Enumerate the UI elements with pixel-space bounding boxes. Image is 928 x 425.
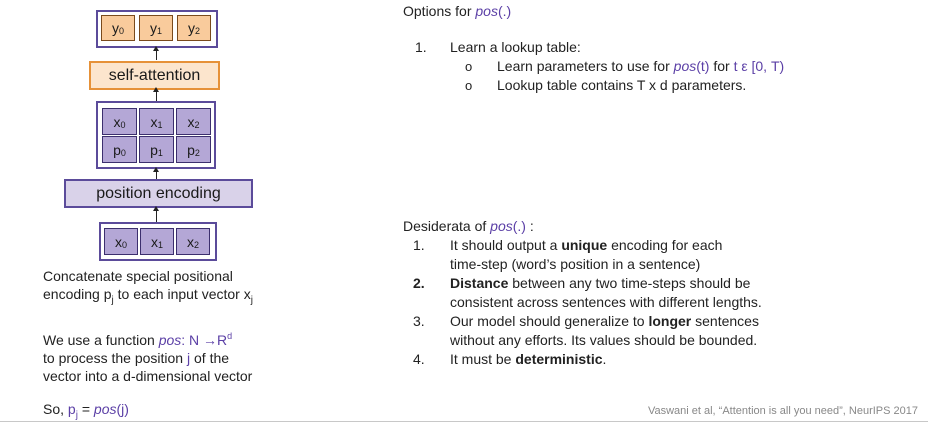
function-line-1	[43, 327, 313, 349]
bottom-divider	[0, 421, 928, 422]
desiderata-2-line-1	[450, 274, 762, 293]
concat-line-1: Concatenate special positional	[43, 268, 233, 284]
desiderata-3-bold: longer	[648, 313, 692, 329]
options-item-1-label: Learn a lookup table:	[450, 39, 581, 55]
output-y2-label: y	[187, 20, 195, 36]
concat-x1-sub: 1	[157, 119, 163, 130]
arrow-to-concat	[156, 171, 157, 179]
output-y2-sub: 2	[194, 26, 200, 36]
options-bullet-2-marker	[465, 76, 472, 95]
concat-x0	[102, 108, 137, 135]
concat-line-2b: to each input vector x	[113, 286, 251, 302]
so-equals: =	[77, 401, 94, 417]
desiderata-1-number	[413, 236, 425, 255]
arrow-to-position-encoding	[156, 210, 157, 222]
desiderata-2-num: 2.	[413, 275, 425, 291]
input-x1-label: x	[150, 233, 158, 250]
position-encoding-box	[64, 179, 253, 208]
concat-p2-label: p	[187, 141, 195, 158]
output-y0-sub: 0	[118, 26, 124, 36]
desiderata-4-c: .	[602, 351, 607, 367]
output-y2	[177, 15, 211, 41]
output-y1	[139, 15, 173, 41]
so-pos: pos	[93, 401, 117, 417]
concat-x0-label: x	[113, 113, 121, 130]
options-title-b: (.)	[497, 3, 512, 19]
so-p: p	[67, 401, 76, 417]
desiderata-1-line-1	[450, 236, 722, 255]
output-y1-sub: 1	[156, 26, 162, 36]
desiderata-2-b: between any two time-steps should be	[508, 275, 751, 291]
concat-p0	[102, 136, 137, 163]
desiderata-1-c: encoding for each	[607, 237, 723, 253]
desiderata-title	[403, 217, 534, 236]
concat-line-2a: encoding p	[43, 286, 112, 302]
desiderata-4-bold: deterministic	[515, 351, 603, 367]
input-x0-sub: 0	[121, 239, 127, 250]
input-x1-sub: 1	[157, 239, 163, 250]
desiderata-title-pos: pos	[490, 218, 513, 234]
desiderata-3-number	[413, 312, 425, 331]
desiderata-1-bold: unique	[561, 237, 608, 253]
concat-x1-label: x	[150, 113, 158, 130]
options-bullet-1-marker	[465, 57, 472, 76]
options-item-1-text	[450, 38, 581, 57]
concat-p0-sub: 0	[120, 147, 126, 158]
concat-p2-sub: 2	[194, 147, 200, 158]
function-j: j	[186, 350, 191, 366]
concat-p0-label: p	[113, 141, 121, 158]
bullet-2-icon: o	[465, 78, 473, 93]
output-y1-label: y	[149, 20, 157, 36]
self-attention-label: self-attention	[108, 66, 201, 84]
desiderata-1-line-2: time-step (word’s position in a sentence)	[450, 256, 701, 272]
desiderata-3-a: Our model should generalize to	[450, 313, 649, 329]
concat-x2-sub: 2	[194, 119, 200, 130]
desiderata-4-a: It must be	[450, 351, 516, 367]
so-prefix: So,	[43, 401, 68, 417]
function-pos: pos	[158, 332, 182, 348]
options-title-pos: pos	[475, 3, 498, 19]
function-line-2	[43, 349, 313, 367]
bullet-2-text: Lookup table contains T x d parameters.	[497, 77, 747, 93]
desiderata-4	[450, 350, 606, 369]
bullet-1-range: t ε [0, T)	[733, 58, 785, 74]
desiderata-2-number	[413, 274, 425, 293]
function-line-1a: We use a function	[43, 332, 159, 348]
options-title	[403, 2, 511, 21]
input-x0	[104, 228, 138, 255]
concat-x2-label: x	[187, 113, 195, 130]
desiderata-title-a: Desiderata of	[403, 218, 491, 234]
concat-x1	[139, 108, 174, 135]
concat-x0-sub: 0	[120, 119, 126, 130]
concat-p1-label: p	[150, 141, 158, 158]
options-item-1	[415, 38, 427, 57]
concat-line-2	[43, 285, 303, 310]
input-x2-sub: 2	[193, 239, 199, 250]
desiderata-title-c: :	[525, 218, 534, 234]
concat-x2	[176, 108, 211, 135]
desiderata-1	[450, 236, 722, 274]
desiderata-2-bold: Distance	[450, 275, 509, 291]
input-x2-label: x	[186, 233, 194, 250]
options-item-1-number: 1.	[415, 39, 427, 55]
function-sup: d	[227, 331, 233, 341]
self-attention-box	[89, 61, 220, 90]
bullet-1-a: Learn parameters to use for	[497, 58, 674, 74]
output-y0	[101, 15, 135, 41]
desiderata-3-line-1	[450, 312, 759, 331]
output-y0-label: y	[111, 20, 119, 36]
citation: Vaswani et al, “Attention is all you need”, NeurIPS 2017	[647, 405, 918, 417]
options-bullet-1	[497, 57, 784, 76]
so-arg: (j)	[116, 401, 129, 417]
concat-p1-sub: 1	[157, 147, 163, 158]
desiderata-2	[450, 274, 762, 312]
desiderata-4-number	[413, 350, 425, 369]
function-line-2a: to process the position	[43, 350, 187, 366]
so-sub: j	[75, 410, 78, 421]
input-x1	[140, 228, 174, 255]
options-bullet-2	[497, 76, 746, 95]
desiderata-3-c: sentences	[691, 313, 759, 329]
concat-p1	[139, 136, 174, 163]
concat-line-2-sub2: j	[250, 295, 253, 306]
function-mapping: : N →R	[181, 332, 228, 348]
desiderata-2-line-2: consistent across sentences with different lengths.	[450, 294, 762, 310]
function-line-2b: of the	[190, 350, 230, 366]
desiderata-3	[450, 312, 759, 350]
desiderata-title-b: (.)	[512, 218, 526, 234]
options-title-a: Options for	[403, 3, 476, 19]
bullet-1-b: for	[709, 58, 734, 74]
bullet-1-t: (t)	[696, 58, 710, 74]
function-line-3: vector into a d-dimensional vector	[43, 368, 253, 384]
concat-description	[43, 267, 303, 310]
concat-line-2-sub: j	[111, 295, 114, 306]
arrow-to-self-attention	[156, 91, 157, 101]
position-encoding-label: position encoding	[96, 184, 221, 202]
desiderata-1-num: 1.	[413, 237, 425, 253]
desiderata-4-num: 4.	[413, 351, 425, 367]
bullet-1-pos: pos	[673, 58, 697, 74]
input-x0-label: x	[114, 233, 122, 250]
bullet-1-icon: o	[465, 59, 473, 74]
input-x2	[176, 228, 210, 255]
desiderata-3-line-2: without any efforts. Its values should be bounded.	[450, 332, 758, 348]
arrow-to-outputs	[156, 50, 157, 60]
concat-p2	[176, 136, 211, 163]
desiderata-3-num: 3.	[413, 313, 425, 329]
function-description	[43, 327, 313, 385]
desiderata-1-a: It should output a	[450, 237, 562, 253]
